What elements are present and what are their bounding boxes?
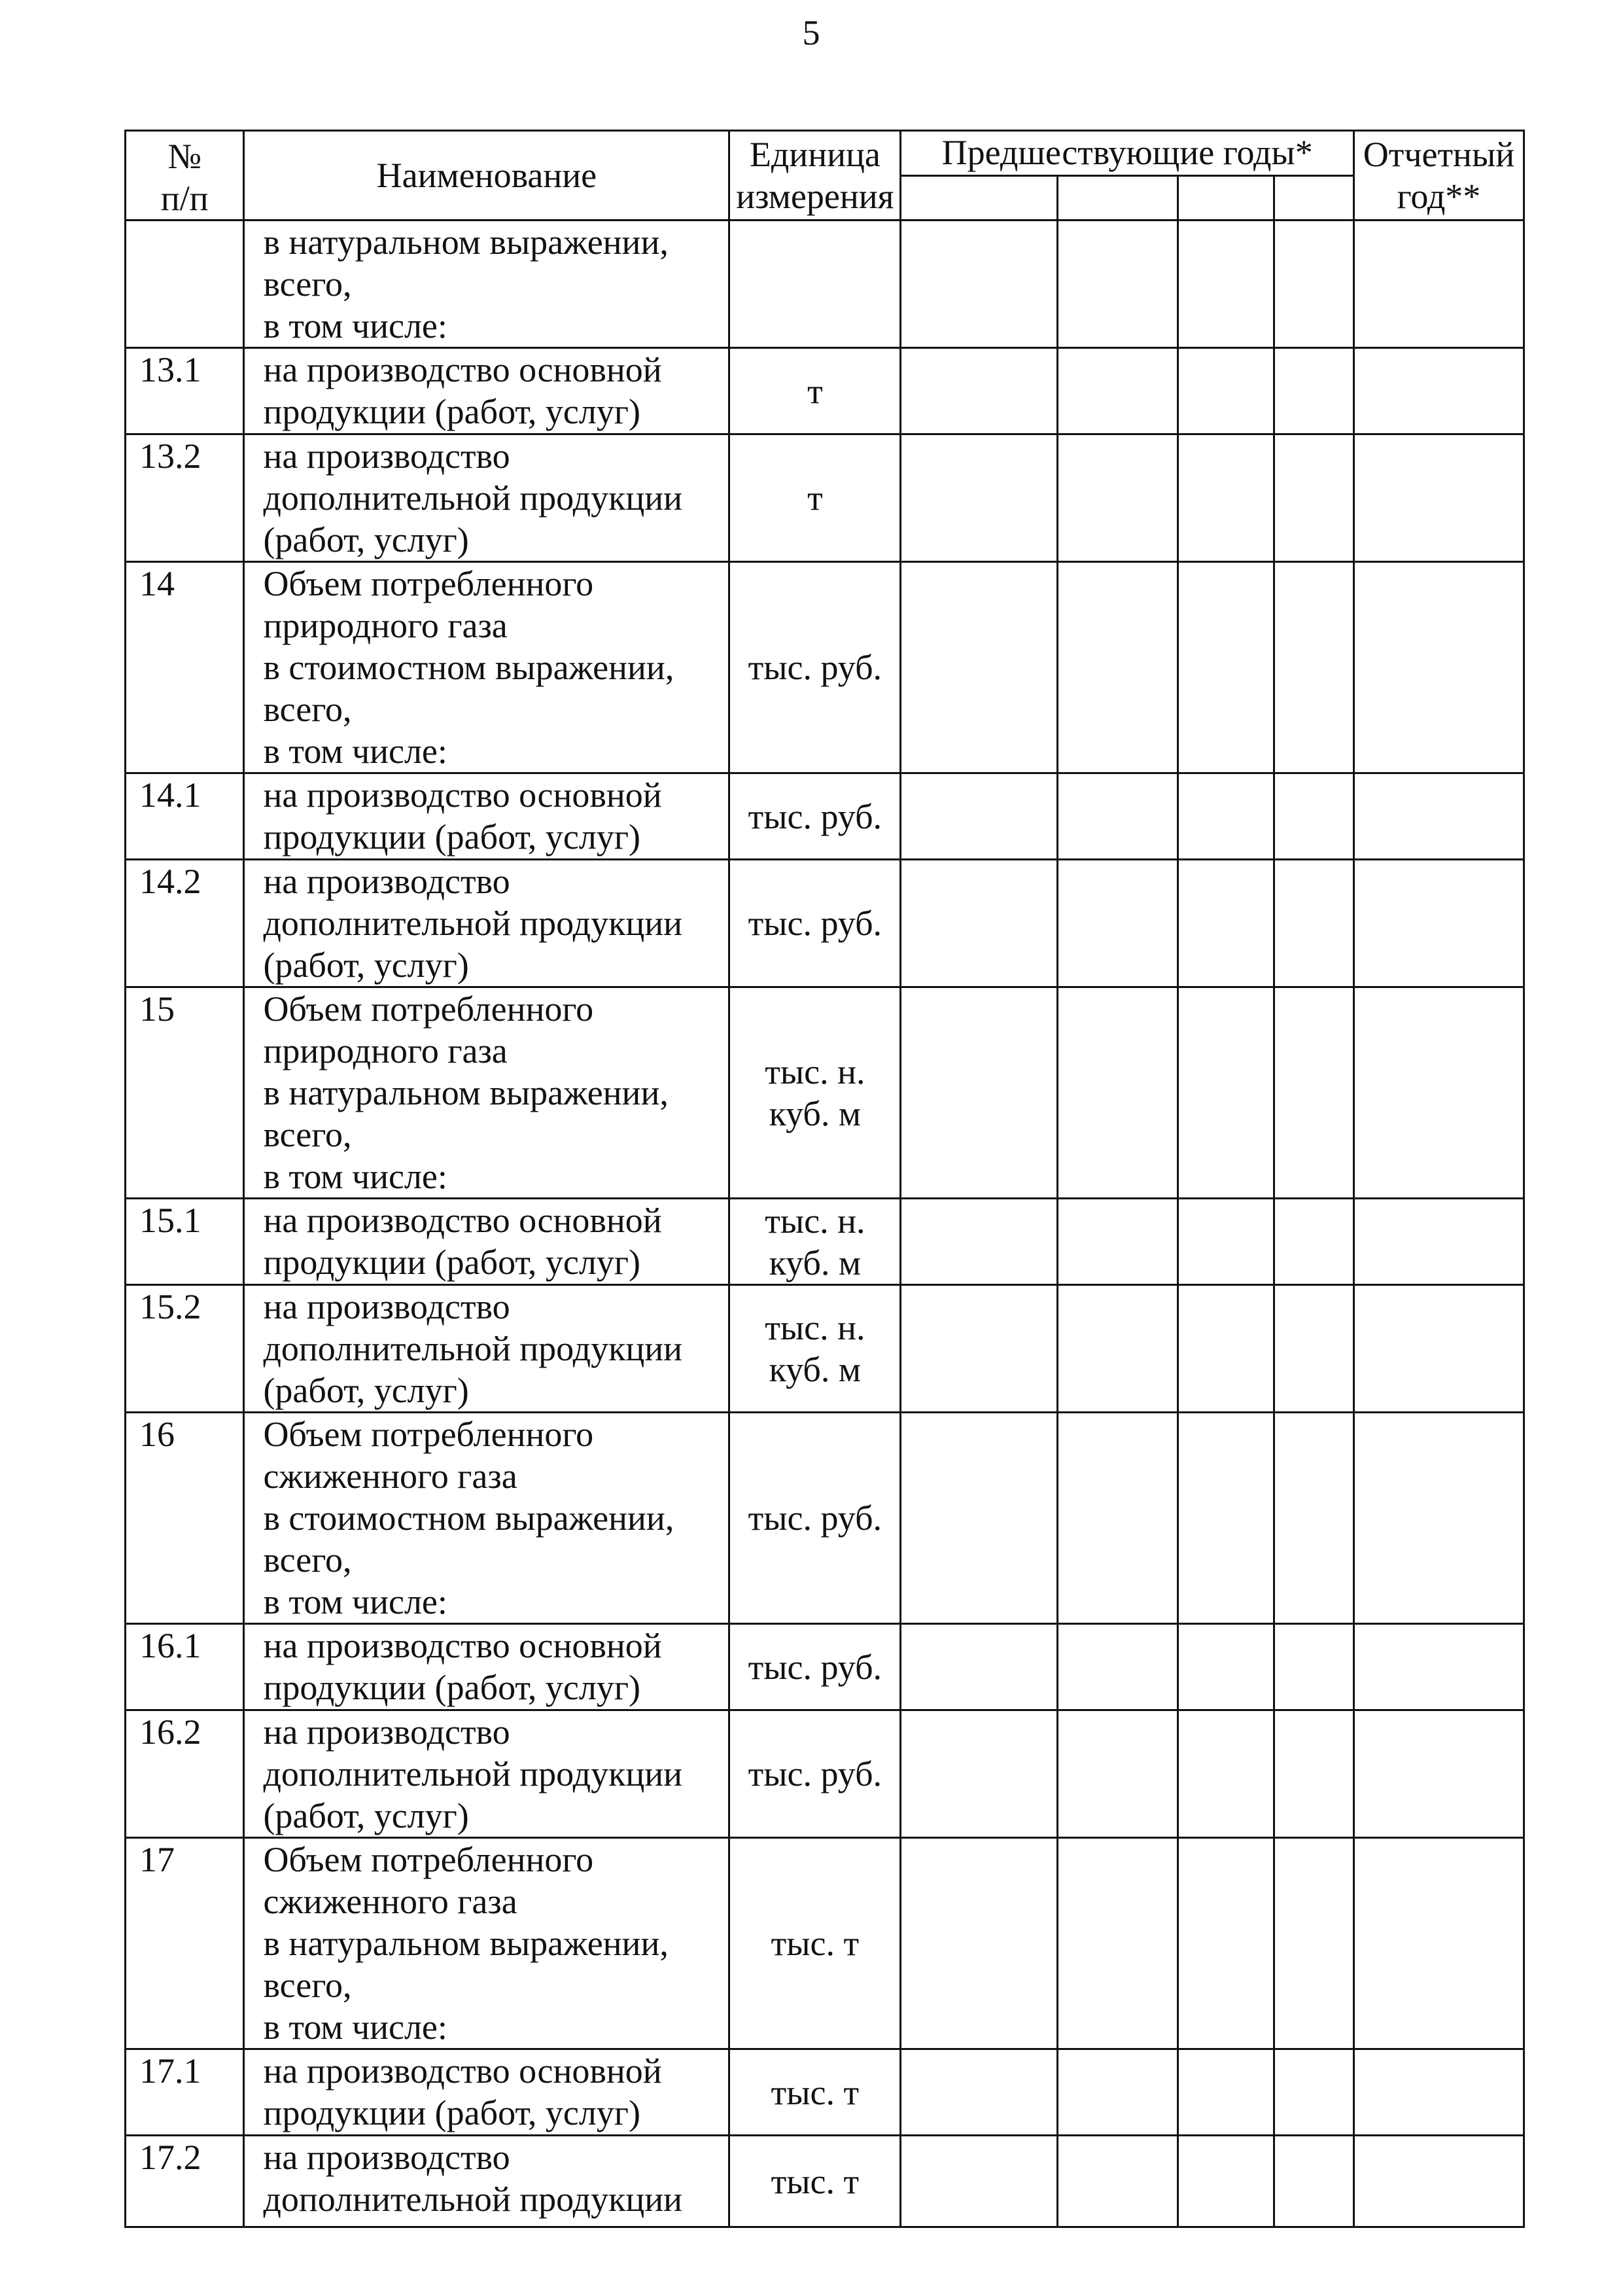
row-unit-line: т	[807, 478, 823, 518]
row-unit-line: тыс. руб.	[748, 904, 882, 943]
row-name	[244, 987, 729, 1199]
header-previous-years: Предшествующие годы*	[901, 131, 1353, 176]
table-row	[126, 221, 1524, 348]
row-unit-line: куб. м	[769, 1094, 862, 1133]
previous-year-value-cell[interactable]	[1058, 860, 1178, 987]
row-number: 13.1	[126, 348, 244, 434]
table-row	[126, 434, 1524, 562]
report-year-value-cell[interactable]	[1353, 1199, 1524, 1285]
row-number: 14.1	[126, 773, 244, 860]
row-unit	[729, 562, 901, 773]
previous-year-value-cell[interactable]	[901, 860, 1058, 987]
previous-year-value-cell[interactable]	[1274, 221, 1353, 348]
previous-year-value-cell[interactable]	[1178, 987, 1274, 1199]
row-name-line: природного газа	[263, 1031, 508, 1070]
row-name-line: на производство основной	[263, 1626, 662, 1665]
table-row	[126, 562, 1524, 773]
row-unit	[729, 2136, 901, 2227]
page-number: 5	[802, 13, 820, 52]
row-name-line: продукции (работ, услуг)	[263, 2093, 640, 2132]
previous-year-value-cell[interactable]	[901, 221, 1058, 348]
report-year-value-cell[interactable]	[1353, 1285, 1524, 1413]
report-year-value-cell[interactable]	[1353, 860, 1524, 987]
previous-year-value-cell[interactable]	[1274, 860, 1353, 987]
row-unit	[729, 987, 901, 1199]
previous-year-value-cell[interactable]	[1178, 348, 1274, 434]
previous-year-value-cell[interactable]	[1274, 1838, 1353, 2049]
header-unit-line1: Единица	[749, 135, 881, 174]
row-name-line: всего,	[263, 1966, 352, 2005]
header-report-line1: Отчетный	[1363, 135, 1515, 174]
table-row	[126, 1413, 1524, 1624]
previous-year-value-cell[interactable]	[1178, 221, 1274, 348]
table-body	[126, 221, 1524, 2227]
header-year-cell	[1274, 175, 1353, 221]
row-name-line: дополнительной продукции	[263, 478, 683, 518]
row-number	[126, 221, 244, 348]
table-row	[126, 2049, 1524, 2136]
row-name	[244, 860, 729, 987]
row-name-line: на производство	[263, 1287, 510, 1326]
previous-year-value-cell[interactable]	[901, 1285, 1058, 1413]
previous-year-value-cell[interactable]	[901, 773, 1058, 860]
row-unit	[729, 2049, 901, 2136]
report-year-value-cell[interactable]	[1353, 1838, 1524, 2049]
row-number: 14.2	[126, 860, 244, 987]
row-unit	[729, 221, 901, 348]
row-name-line: в стоимостном выражении,	[263, 1498, 674, 1538]
row-name	[244, 1285, 729, 1413]
row-number: 13.2	[126, 434, 244, 562]
row-name-line: в том числе:	[263, 1157, 447, 1196]
row-name-line: продукции (работ, услуг)	[263, 1243, 640, 1282]
previous-year-value-cell[interactable]	[1274, 987, 1353, 1199]
row-name-line: (работ, услуг)	[263, 1796, 469, 1835]
table-row	[126, 1710, 1524, 1838]
row-name-line: Объем потребленного	[263, 1415, 594, 1454]
row-name	[244, 1838, 729, 2049]
previous-year-value-cell[interactable]	[1274, 434, 1353, 562]
previous-year-value-cell[interactable]	[1178, 1413, 1274, 1624]
row-unit-line: тыс. н.	[765, 1052, 865, 1091]
row-name	[244, 348, 729, 434]
previous-year-value-cell[interactable]	[1178, 1199, 1274, 1285]
row-name-line: сжиженного газа	[263, 1457, 517, 1496]
previous-year-value-cell[interactable]	[901, 1838, 1058, 2049]
previous-year-value-cell[interactable]	[1274, 348, 1353, 434]
previous-year-value-cell[interactable]	[1058, 562, 1178, 773]
row-name	[244, 1413, 729, 1624]
row-name	[244, 1624, 729, 1710]
row-name	[244, 2049, 729, 2136]
previous-year-value-cell[interactable]	[1058, 1624, 1178, 1710]
previous-year-value-cell[interactable]	[1178, 1624, 1274, 1710]
previous-year-value-cell[interactable]	[901, 434, 1058, 562]
row-unit-line: тыс. руб.	[748, 796, 882, 836]
row-name	[244, 1199, 729, 1285]
row-number: 16.1	[126, 1624, 244, 1710]
report-year-value-cell[interactable]	[1353, 1624, 1524, 1710]
previous-year-value-cell[interactable]	[901, 2049, 1058, 2136]
header-year-cell	[1178, 175, 1274, 221]
row-name-line: на производство основной	[263, 1201, 662, 1240]
row-name-line: на производство	[263, 862, 510, 901]
table-row	[126, 1624, 1524, 1710]
previous-year-value-cell[interactable]	[1274, 2136, 1353, 2227]
row-number: 14	[126, 562, 244, 773]
row-name-line: дополнительной продукции	[263, 904, 683, 943]
row-name-line: дополнительной продукции	[263, 1329, 683, 1368]
row-name	[244, 562, 729, 773]
previous-year-value-cell[interactable]	[1058, 1199, 1178, 1285]
row-name-line: в стоимостном выражении,	[263, 648, 674, 687]
row-unit-line: тыс. т	[771, 2072, 860, 2112]
previous-year-value-cell[interactable]	[1274, 1413, 1353, 1624]
row-name	[244, 221, 729, 348]
header-number	[126, 131, 244, 221]
row-unit-line: тыс. руб.	[748, 1647, 882, 1687]
row-name-line: всего,	[263, 264, 352, 304]
row-name-line: (работ, услуг)	[263, 1371, 469, 1410]
row-name-line: на производство	[263, 1712, 510, 1752]
previous-year-value-cell[interactable]	[901, 1199, 1058, 1285]
row-unit	[729, 348, 901, 434]
row-unit	[729, 1624, 901, 1710]
row-name-line: (работ, услуг)	[263, 520, 469, 559]
previous-year-value-cell[interactable]	[1274, 1624, 1353, 1710]
previous-year-value-cell[interactable]	[1058, 348, 1178, 434]
row-unit	[729, 773, 901, 860]
table-row	[126, 773, 1524, 860]
previous-year-value-cell[interactable]	[1274, 562, 1353, 773]
row-name-line: природного газа	[263, 606, 508, 645]
row-name-line: продукции (работ, услуг)	[263, 817, 640, 857]
previous-year-value-cell[interactable]	[901, 348, 1058, 434]
previous-year-value-cell[interactable]	[1178, 1285, 1274, 1413]
row-unit	[729, 1285, 901, 1413]
header-unit	[729, 131, 901, 221]
row-name	[244, 434, 729, 562]
previous-year-value-cell[interactable]	[1178, 434, 1274, 562]
header-report-year	[1353, 131, 1524, 221]
previous-year-value-cell[interactable]	[1058, 773, 1178, 860]
row-number: 17.2	[126, 2136, 244, 2227]
row-name-line: сжиженного газа	[263, 1882, 517, 1921]
row-name-line: в том числе:	[263, 2007, 447, 2047]
previous-year-value-cell[interactable]	[1058, 1838, 1178, 2049]
table-row	[126, 2136, 1524, 2227]
row-name-line: на производство основной	[263, 350, 662, 389]
report-year-value-cell[interactable]	[1353, 2136, 1524, 2227]
header-year-cell	[1058, 175, 1178, 221]
header-year-cell	[901, 175, 1058, 221]
row-unit-line: тыс. н.	[765, 1308, 865, 1347]
previous-year-value-cell[interactable]	[1058, 2049, 1178, 2136]
row-name-line: на производство основной	[263, 775, 662, 815]
row-unit-line: тыс. т	[771, 1924, 860, 1963]
row-unit-line: тыс. руб.	[748, 1498, 882, 1538]
previous-year-value-cell[interactable]	[1274, 773, 1353, 860]
previous-year-value-cell[interactable]	[1178, 562, 1274, 773]
row-name-line: дополнительной продукции	[263, 2180, 683, 2219]
previous-year-value-cell[interactable]	[1058, 1710, 1178, 1838]
previous-year-value-cell[interactable]	[1274, 1199, 1353, 1285]
row-name	[244, 773, 729, 860]
row-unit	[729, 1710, 901, 1838]
row-name-line: в натуральном выражении,	[263, 1924, 669, 1963]
report-year-value-cell[interactable]	[1353, 1413, 1524, 1624]
previous-year-value-cell[interactable]	[1274, 1710, 1353, 1838]
row-unit-line: куб. м	[769, 1350, 862, 1389]
row-name-line: продукции (работ, услуг)	[263, 392, 640, 431]
row-name-line: дополнительной продукции	[263, 1754, 683, 1793]
previous-year-value-cell[interactable]	[901, 2136, 1058, 2227]
row-name-line: продукции (работ, услуг)	[263, 1668, 640, 1707]
header-row-top	[126, 131, 1524, 176]
row-name-line: Объем потребленного	[263, 1840, 594, 1879]
header-number-abbr: п/п	[160, 179, 209, 218]
row-name-line: (работ, услуг)	[263, 945, 469, 985]
row-unit-line: т	[807, 371, 823, 411]
header-number-symbol: №	[167, 137, 201, 176]
row-name	[244, 2136, 729, 2227]
previous-year-value-cell[interactable]	[1178, 2136, 1274, 2227]
report-year-value-cell[interactable]	[1353, 2049, 1524, 2136]
previous-year-value-cell[interactable]	[901, 562, 1058, 773]
table-row	[126, 860, 1524, 987]
table-row	[126, 1285, 1524, 1413]
previous-year-value-cell[interactable]	[1058, 1413, 1178, 1624]
report-year-value-cell[interactable]	[1353, 348, 1524, 434]
row-unit-line: тыс. руб.	[748, 1754, 882, 1793]
previous-year-value-cell[interactable]	[1178, 860, 1274, 987]
row-name-line: Объем потребленного	[263, 564, 594, 603]
row-name-line: в том числе:	[263, 306, 447, 345]
header-unit-line2: измерения	[736, 177, 894, 216]
row-unit-line: куб. м	[769, 1243, 862, 1282]
row-name-line: в том числе:	[263, 1582, 447, 1621]
row-name-line: в натуральном выражении,	[263, 222, 669, 262]
row-name-line: Объем потребленного	[263, 989, 594, 1029]
previous-year-value-cell[interactable]	[901, 1624, 1058, 1710]
table-row	[126, 1199, 1524, 1285]
row-unit-line: тыс. т	[771, 2161, 860, 2201]
table-row	[126, 348, 1524, 434]
previous-year-value-cell[interactable]	[1058, 434, 1178, 562]
previous-year-value-cell[interactable]	[901, 987, 1058, 1199]
row-name-line: всего,	[263, 1540, 352, 1580]
report-year-value-cell[interactable]	[1353, 773, 1524, 860]
row-number: 17.1	[126, 2049, 244, 2136]
row-unit	[729, 1413, 901, 1624]
header-report-line2: год**	[1397, 177, 1481, 216]
row-number: 16.2	[126, 1710, 244, 1838]
table-row	[126, 987, 1524, 1199]
row-name-line: на производство	[263, 436, 510, 476]
row-number: 16	[126, 1413, 244, 1624]
row-unit	[729, 1838, 901, 2049]
row-number: 17	[126, 1838, 244, 2049]
row-unit	[729, 434, 901, 562]
row-name	[244, 1710, 729, 1838]
previous-year-value-cell[interactable]	[1178, 1710, 1274, 1838]
report-year-value-cell[interactable]	[1353, 1710, 1524, 1838]
previous-year-value-cell[interactable]	[1178, 773, 1274, 860]
indicators-table	[124, 130, 1525, 2228]
report-year-value-cell[interactable]	[1353, 434, 1524, 562]
row-name-line: всего,	[263, 690, 352, 729]
row-name-line: на производство основной	[263, 2051, 662, 2091]
row-unit	[729, 860, 901, 987]
table-row	[126, 1838, 1524, 2049]
previous-year-value-cell[interactable]	[1274, 2049, 1353, 2136]
row-name-line: в том числе:	[263, 732, 447, 771]
row-unit-line: тыс. н.	[765, 1201, 865, 1241]
previous-year-value-cell[interactable]	[1178, 2049, 1274, 2136]
previous-year-value-cell[interactable]	[1058, 987, 1178, 1199]
report-year-value-cell[interactable]	[1353, 987, 1524, 1199]
previous-year-value-cell[interactable]	[1058, 221, 1178, 348]
previous-year-value-cell[interactable]	[1178, 1838, 1274, 2049]
previous-year-value-cell[interactable]	[901, 1413, 1058, 1624]
row-unit-line: тыс. руб.	[748, 648, 882, 687]
row-unit	[729, 1199, 901, 1285]
row-name-line: в натуральном выражении,	[263, 1073, 669, 1112]
header-name: Наименование	[244, 131, 729, 221]
previous-year-value-cell[interactable]	[1058, 2136, 1178, 2227]
row-number: 15.2	[126, 1285, 244, 1413]
row-number: 15.1	[126, 1199, 244, 1285]
row-name-line: на производство	[263, 2138, 510, 2177]
previous-year-value-cell[interactable]	[1058, 1285, 1178, 1413]
previous-year-value-cell[interactable]	[901, 1710, 1058, 1838]
row-name-line: всего,	[263, 1115, 352, 1154]
previous-year-value-cell[interactable]	[1274, 1285, 1353, 1413]
report-year-value-cell[interactable]	[1353, 562, 1524, 773]
row-number: 15	[126, 987, 244, 1199]
report-year-value-cell[interactable]	[1353, 221, 1524, 348]
